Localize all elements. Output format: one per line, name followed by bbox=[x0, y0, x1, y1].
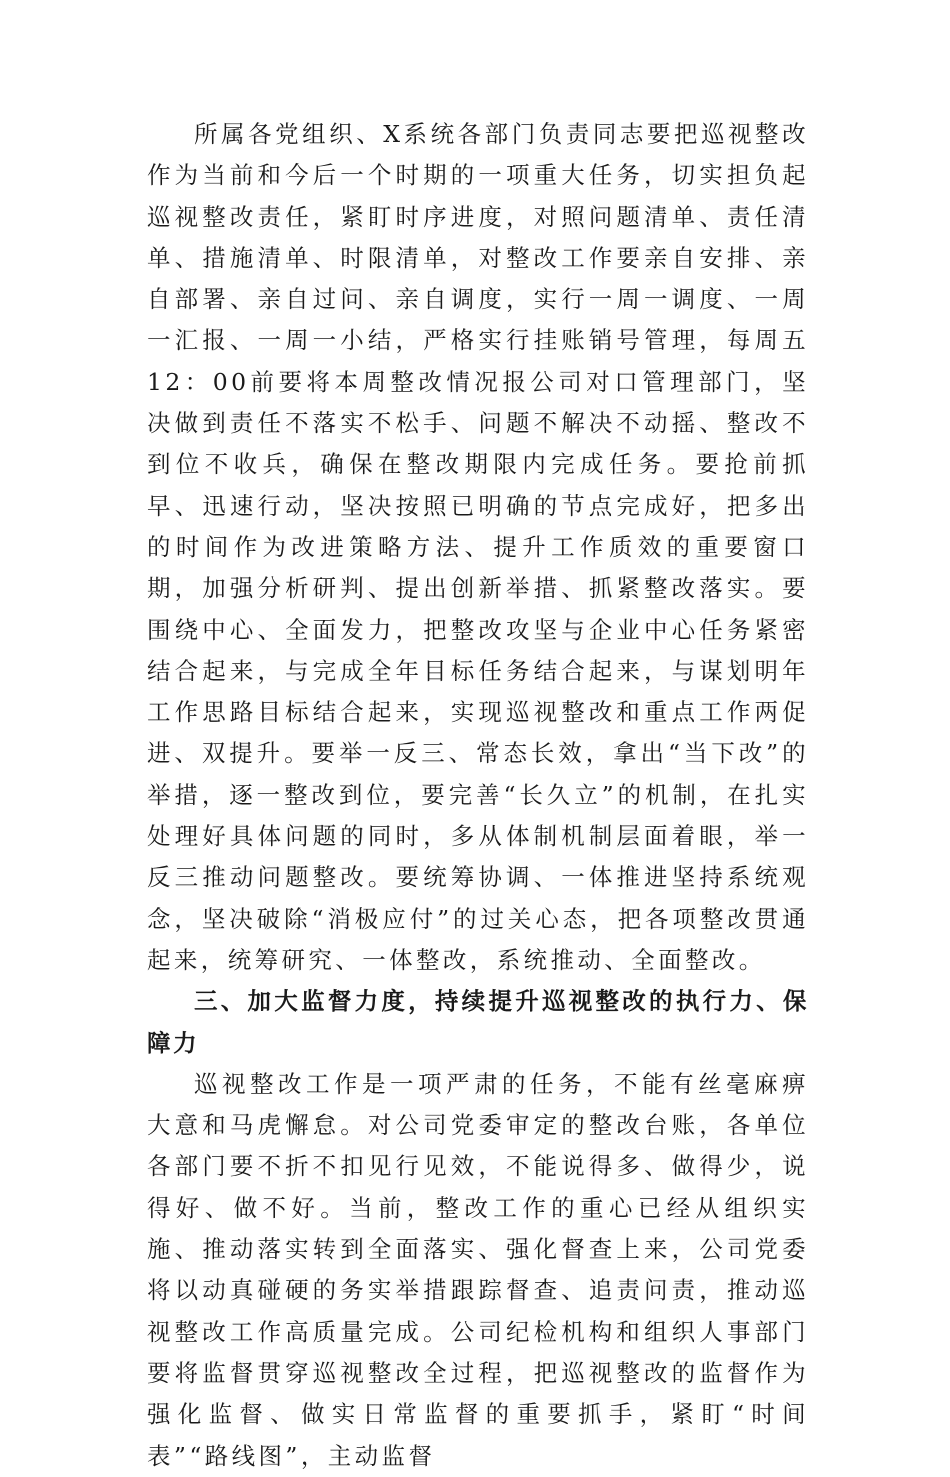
document-body bbox=[147, 114, 809, 1477]
section-heading: 三、加大监督力度，持续提升巡视整改的执行力、保障力 bbox=[147, 987, 809, 1057]
body-paragraph: 巡视整改工作是一项严肃的任务，不能有丝毫麻痹大意和马虎懈怠。对公司党委审定的整改台账，各单位各部门要不折不扣见行见效，不能说得多、做得少，说得好、做不好。当前，整改工作的重心已经从组织实施、推动落实转到全面落实、强化督查上来，公司党委将以动真碰硬的务实举措跟踪督查、追责问责，推动巡视整改工作高质量完成。公司纪检机构和组织人事部门要将监督贯穿巡视整改全过程，把巡视整改的监督作为强化监督、做实日常监督的重要抓手，紧盯“时间表”“路线图”，主动监督 bbox=[147, 1069, 809, 1470]
body-paragraph: 所属各党组织、X系统各部门负责同志要把巡视整改作为当前和今后一个时期的一项重大任务，切实担负起巡视整改责任，紧盯时序进度，对照问题清单、责任清单、措施清单、时限清单，对整改工作要亲自安排、亲自部署、亲自过问、亲自调度，实行一周一调度、一周一汇报、一周一小结，严格实行挂账销号管理，每周五12：00前要将本周整改情况报公司对口管理部门，坚决做到责任不落实不松手、问题不解决不动摇、整改不到位不收兵，确保在整改期限内完成任务。要抢前抓早、迅速行动，坚决按照已明确的节点完成好，把多出的时间作为改进策略方法、提升工作质效的重要窗口期，加强分析研判、提出创新举措、抓紧整改落实。要围绕中心、全面发力，把整改攻坚与企业中心任务紧密结合起来，与完成全年目标任务结合起来，与谋划明年工作思路目标结合起来，实现巡视整改和重点工作两促进、双提升。要举一反三、常态长效，拿出“当下改”的举措，逐一整改到位，要完善“长久立”的机制，在扎实处理好具体问题的同时，多从体制机制层面着眼，举一反三推动问题整改。要统筹协调、一体推进坚持系统观念，坚决破除“消极应付”的过关心态，把各项整改贯通起来，统筹研究、一体整改，系统推动、全面整改。 bbox=[147, 120, 809, 974]
